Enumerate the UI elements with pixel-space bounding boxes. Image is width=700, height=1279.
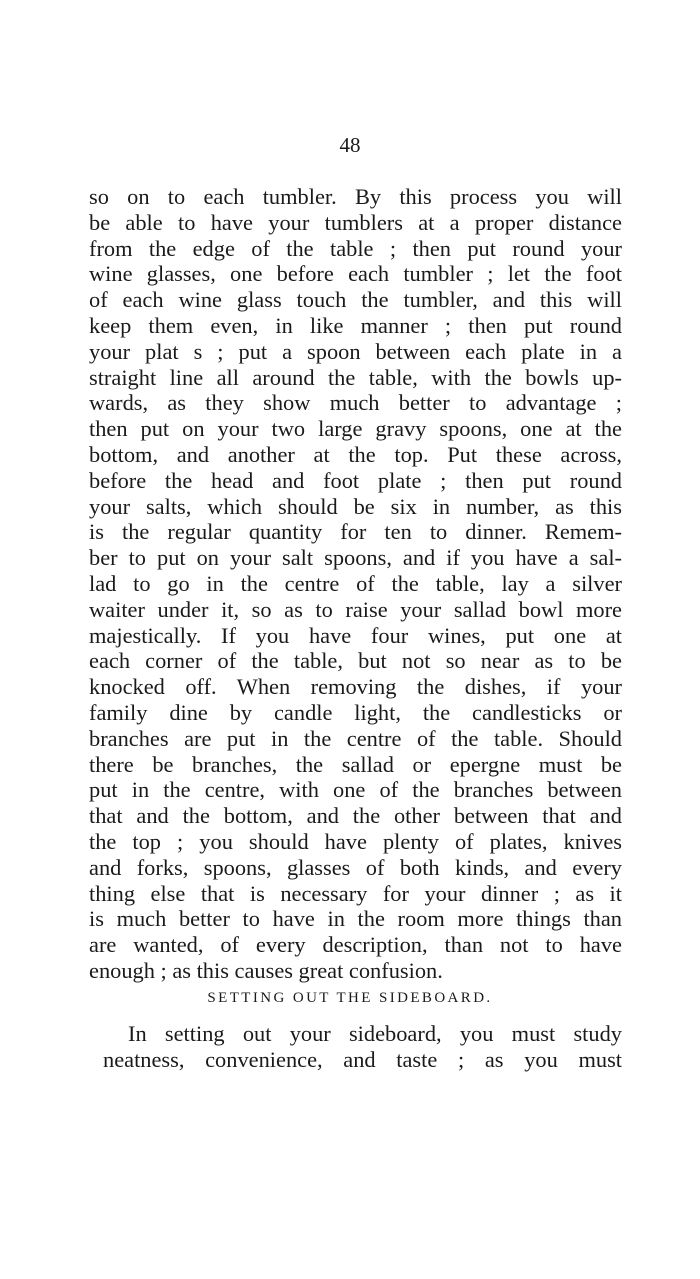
text-line: be able to have your tumblers at a proper distance (89, 209, 622, 235)
paragraph-2 (103, 1021, 622, 1073)
text-line: lad to go in the centre of the table, lay a silver (89, 570, 622, 596)
section-heading: SETTING OUT THE SIDEBOARD. (207, 990, 493, 1006)
text-line: is the regular quantity for ten to dinner. Remem- (89, 519, 622, 545)
text-line: put in the centre, with one of the branches between (89, 777, 622, 803)
text-line: knocked off. When removing the dishes, if your (89, 674, 622, 700)
text-line: wine glasses, one before each tumbler ; let the foot (89, 261, 622, 287)
text-line: is much better to have in the room more things than (89, 906, 622, 932)
text-line: thing else that is necessary for your dinner ; as it (89, 880, 622, 906)
text-line: each corner of the table, but not so near as to be (89, 648, 622, 674)
text-line: so on to each tumbler. By this process you will (89, 184, 622, 209)
paragraph-1 (89, 184, 622, 984)
text-line: majestically. If you have four wines, put one at (89, 622, 622, 648)
text-line: enough ; as this causes great confusion. (89, 957, 443, 983)
text-line: and forks, spoons, glasses of both kinds, and every (89, 854, 622, 880)
text-line: there be branches, the sallad or epergne must be (89, 751, 622, 777)
text-line: the top ; you should have plenty of plates, knives (89, 828, 622, 854)
text-line: keep them even, in like manner ; then put round (89, 312, 622, 338)
text-line: straight line all around the table, with the bowls up- (89, 364, 622, 390)
text-line: In setting out your sideboard, you must study (128, 1021, 622, 1046)
text-line: branches are put in the centre of the table. Should (89, 725, 622, 751)
text-line: neatness, convenience, and taste ; as you must (103, 1047, 622, 1072)
text-line: before the head and foot plate ; then put round (89, 467, 622, 493)
text-line: wards, as they show much better to advantage ; (89, 390, 622, 416)
text-line: of each wine glass touch the tumbler, and this will (89, 287, 622, 313)
text-line: ber to put on your salt spoons, and if you have a sal- (89, 545, 622, 571)
text-line: family dine by candle light, the candlesticks or (89, 699, 622, 725)
text-line: are wanted, of every description, than not to have (89, 932, 622, 958)
page-number: 48 (339, 133, 361, 157)
text-line: your plat s ; put a spoon between each plate in a (89, 338, 622, 364)
text-line: your salts, which should be six in number, as this (89, 493, 622, 519)
text-line: bottom, and another at the top. Put these across, (89, 441, 622, 467)
text-line: that and the bottom, and the other between that and (89, 803, 622, 829)
text-line: then put on your two large gravy spoons, one at the (89, 416, 622, 442)
text-line: from the edge of the table ; then put round your (89, 235, 622, 261)
text-line: waiter under it, so as to raise your sallad bowl more (89, 596, 622, 622)
